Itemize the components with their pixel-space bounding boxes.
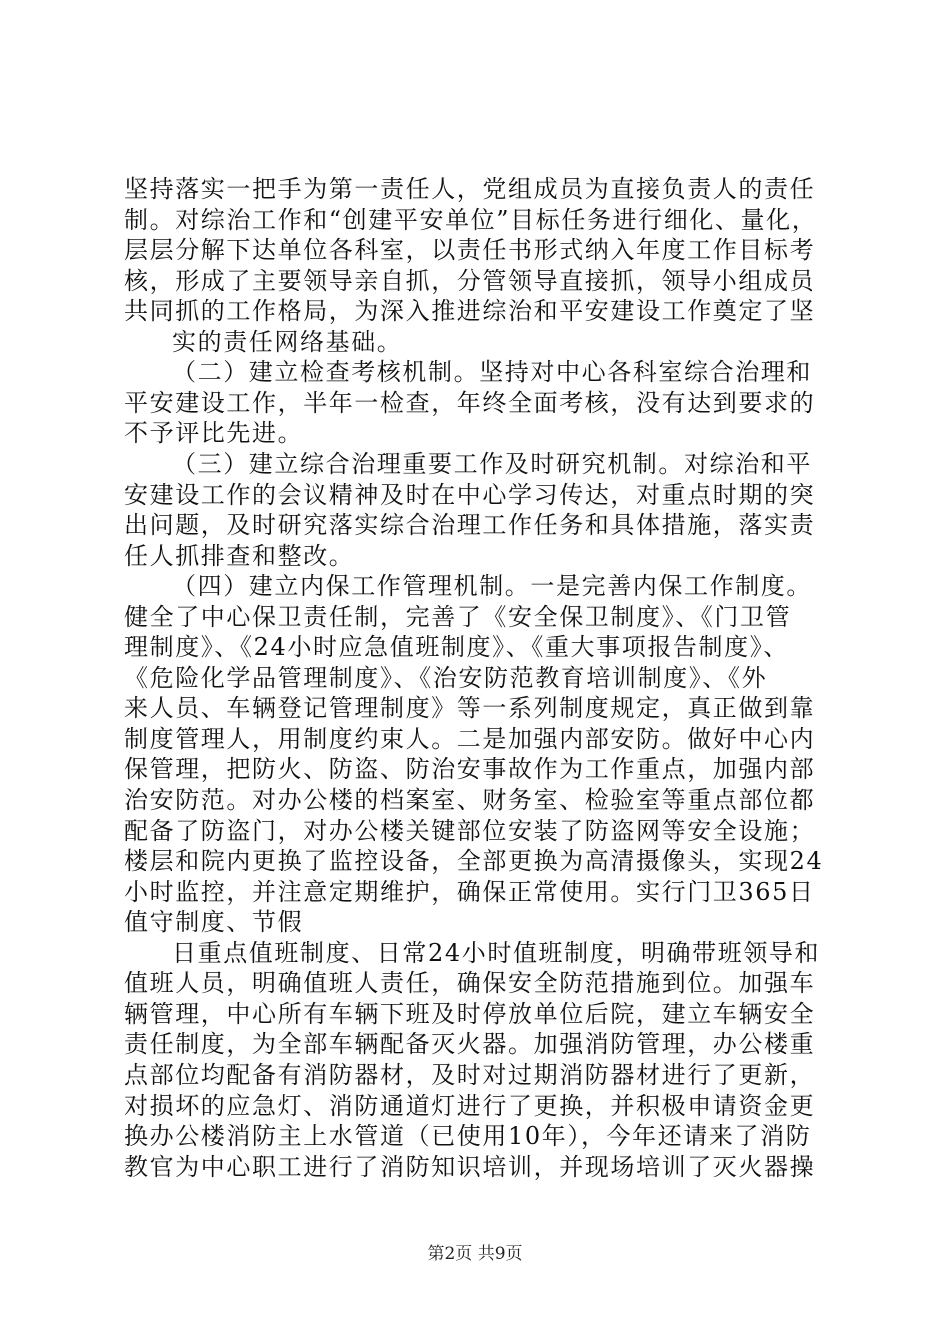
- text-line: 来人员、车辆登记管理制度》等一系列制度规定，真正做到靠: [124, 694, 816, 723]
- text-line: 《危险化学品管理制度》、《治安防范教育培训制度》、《外: [124, 663, 768, 692]
- text-line: 健全了中心保卫责任制，完善了《安全保卫制度》、《门卫管: [124, 602, 792, 631]
- text-line: 共同抓的工作格局，为深入推进综治和平安建设工作奠定了坚: [124, 297, 816, 326]
- text-line: 平安建设工作，半年一检查，年终全面考核，没有达到要求的: [124, 388, 816, 417]
- text-line: 点部位均配备有消防器材，及时对过期消防器材进行了更新，: [124, 1060, 816, 1089]
- text-line: （二）建立检查考核机制。坚持对中心各科室综合治理和: [172, 358, 812, 387]
- text-line: 小时监控，并注意定期维护，确保正常使用。实行门卫365日: [124, 877, 815, 906]
- page-number-footer: 第2页 共9页: [427, 1244, 523, 1264]
- text-line: 出问题，及时研究落实综合治理工作任务和具体措施，落实责: [124, 511, 816, 540]
- text-line: 核，形成了主要领导亲自抓，分管领导直接抓，领导小组成员: [124, 266, 816, 295]
- text-line: 制度管理人，用制度约束人。二是加强内部安防。做好中心内: [124, 724, 816, 753]
- text-line: 辆管理，中心所有车辆下班及时停放单位后院，建立车辆安全: [124, 999, 816, 1028]
- text-line: 理制度》、《24小时应急值班制度》、《重大事项报告制度》、: [124, 633, 789, 662]
- text-line: （四）建立内保工作管理机制。一是完善内保工作制度。: [172, 572, 812, 601]
- text-line: 制。对综治工作和“创建平安单位”目标任务进行细化、量化，: [124, 205, 818, 234]
- text-line: 教官为中心职工进行了消防知识培训，并现场培训了灭火器操: [124, 1152, 816, 1181]
- text-line: 值守制度、节假: [124, 908, 304, 937]
- text-line: 换办公楼消防主上水管道（已使用10年），今年还请来了消防: [124, 1122, 812, 1151]
- text-line: 保管理，把防火、防盗、防治安事故作为工作重点，加强内部: [124, 755, 816, 784]
- text-line: 坚持落实一把手为第一责任人，党组成员为直接负责人的责任: [124, 175, 816, 203]
- text-line: 安建设工作的会议精神及时在中心学习传达，对重点时期的突: [124, 480, 816, 509]
- text-line: 对损坏的应急灯、消防通道灯进行了更换，并积极申请资金更: [124, 1091, 816, 1120]
- text-line: 任人抓排查和整改。: [124, 541, 355, 570]
- text-line: 层层分解下达单位各科室，以责任书形式纳入年度工作目标考: [124, 236, 816, 265]
- text-line: 值班人员，明确值班人责任，确保安全防范措施到位。加强车: [124, 969, 816, 998]
- text-line: （三）建立综合治理重要工作及时研究机制。对综治和平: [172, 449, 812, 478]
- text-line: 楼层和院内更换了监控设备，全部更换为高清摄像头，实现24: [124, 847, 824, 876]
- text-line: 日重点值班制度、日常24小时值班制度，明确带班领导和: [172, 938, 821, 967]
- text-line: 配备了防盗门，对办公楼关键部位安装了防盗网等安全设施；: [124, 816, 816, 845]
- text-line: 实的责任网络基础。: [172, 327, 403, 356]
- text-line: 治安防范。对办公楼的档案室、财务室、检验室等重点部位都: [124, 786, 816, 814]
- text-line: 责任制度，为全部车辆配备灭火器。加强消防管理，办公楼重: [124, 1030, 816, 1059]
- text-line: 不予评比先进。: [124, 419, 304, 448]
